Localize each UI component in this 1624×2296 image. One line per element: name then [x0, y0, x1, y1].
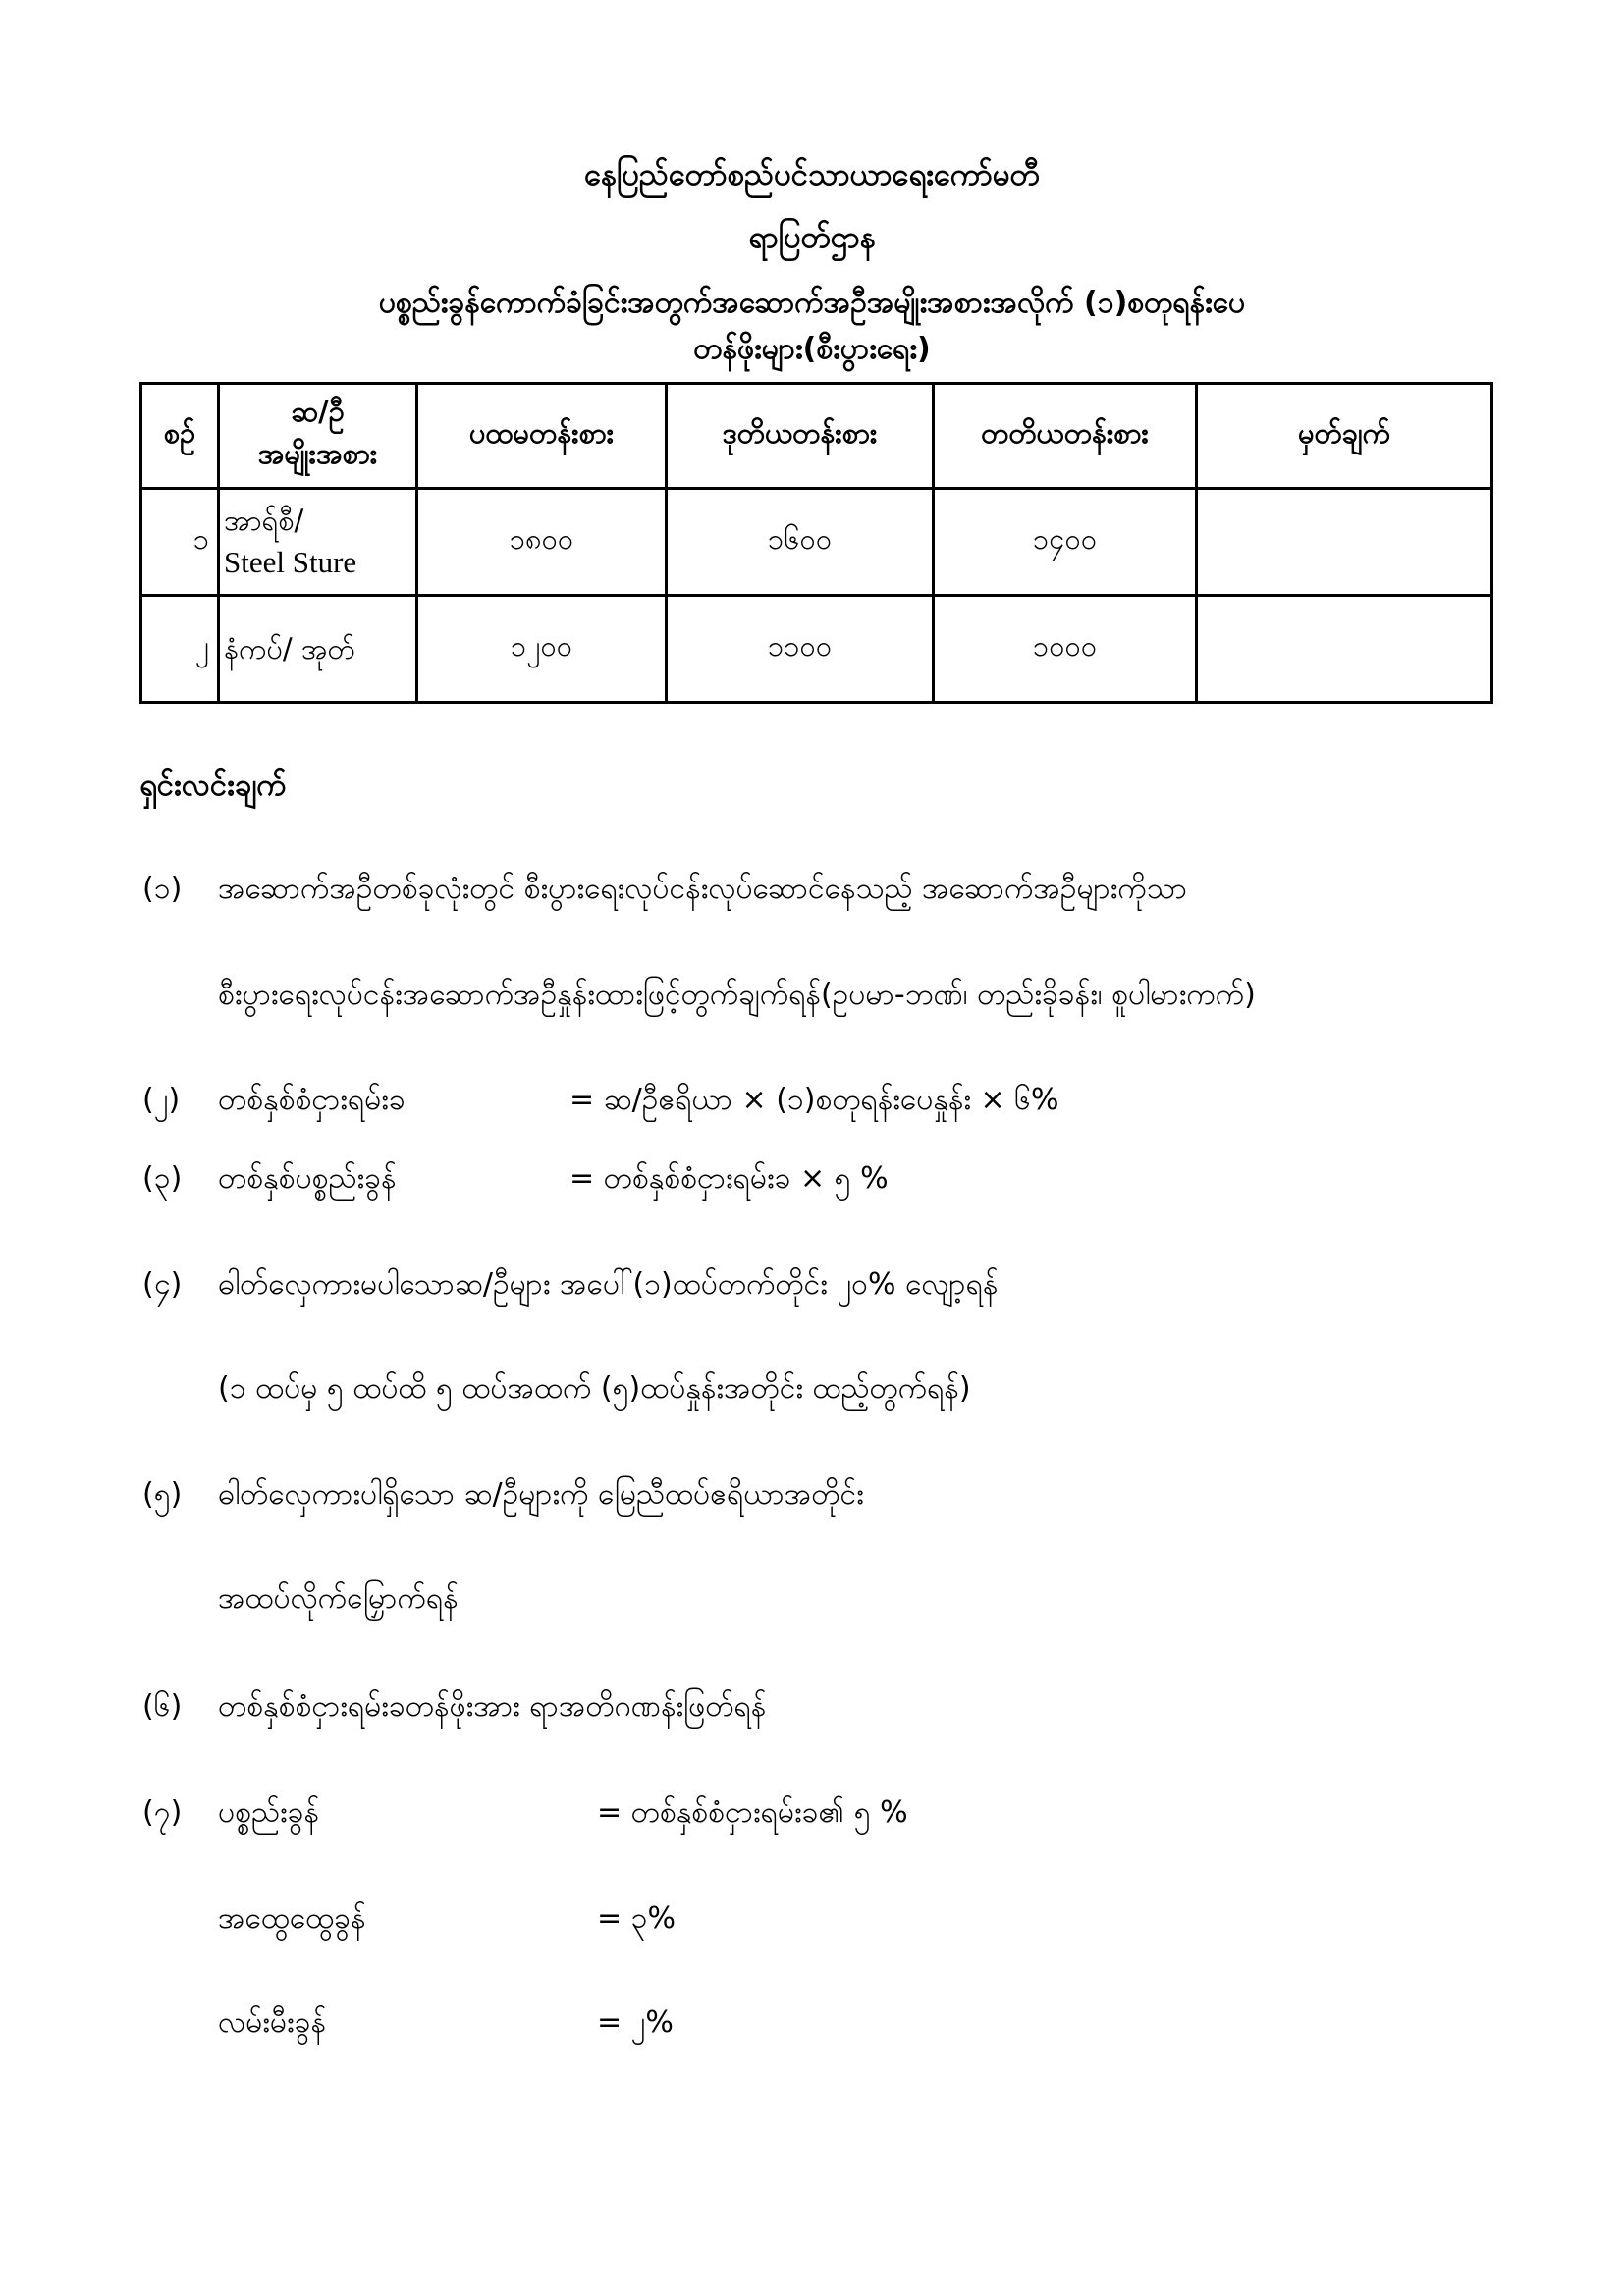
page-title: နေပြည်တော်စည်ပင်သာယာရေးကော်မတီ: [584, 157, 1040, 192]
header-first-class: ပထမတန်းစား: [417, 384, 667, 489]
note-text: ဓါတ်လှေကားပါရှိသော ဆ/ဦများကို မြေညီထပ်ဧရိယာအတိုင်း: [218, 1477, 864, 1512]
department-title: ရာပြတ်ဌာန: [748, 220, 876, 255]
header-second-class: ဒုတိယတန်းစား: [667, 384, 934, 489]
row-remark: [1197, 489, 1492, 596]
note-number: (၇): [142, 1795, 183, 1830]
row-building-type-line1: နံကပ်/ အုတ်: [224, 631, 355, 666]
row-no: ၂: [141, 596, 219, 703]
row-remark: [1197, 596, 1492, 703]
row-first-class-rate: ၁၂၀၀: [417, 596, 667, 703]
row-second-class-rate: ၁၆၀၀: [667, 489, 934, 596]
table-header-row: [141, 384, 1492, 489]
subtitle-line-1: ပစ္စည်းခွန်ကောက်ခံခြင်းအတွက်အဆောက်အဦအမျိုးအစားအလိုက် (၁)စတုရန်းပေ: [378, 286, 1246, 320]
row-third-class-rate: ၁၄၀၀: [934, 489, 1197, 596]
general-tax-label: အထွေထွေခွန်: [218, 1901, 366, 1936]
note-4-continuation: (၁ ထပ်မှ ၅ ထပ်ထိ ၅ ထပ်အထက် (၅)ထပ်နှုန်းအတိုင်း ထည့်တွက်ရန်): [218, 1371, 971, 1406]
note-number: (၂): [142, 1083, 181, 1117]
note-number: (၆): [142, 1689, 183, 1724]
table-row: [141, 489, 1492, 596]
row-no: ၁: [141, 489, 219, 596]
property-tax-value: = တစ်နှစ်စံငှားရမ်းခ၏ ၅ %: [597, 1795, 908, 1830]
table-row: [141, 596, 1492, 703]
note-formula: = တစ်နှစ်စံငှားရမ်းခ × ၅ %: [569, 1161, 889, 1196]
header-remark: မှတ်ချက်: [1197, 384, 1492, 489]
note-text: ဓါတ်လှေကားမပါသောဆ/ဦများ အပေါ်(၁)ထပ်တက်တိုင်း ၂၀% လျော့ရန်: [218, 1267, 999, 1302]
row-first-class-rate: ၁၈၀၀: [417, 489, 667, 596]
row-building-type: [219, 489, 417, 596]
row-building-type-line2: Steel Sture: [224, 544, 357, 579]
note-5-continuation: အထပ်လိုက်မြှောက်ရန်: [218, 1581, 459, 1616]
note-number: (၃): [142, 1161, 183, 1196]
note-number: (၅): [142, 1477, 183, 1512]
header-building-type: [219, 384, 417, 489]
subtitle-line-2: တန်ဖိုးများ(စီးပွားရေး): [693, 332, 931, 366]
property-tax-label: ပစ္စည်းခွန်: [218, 1795, 320, 1830]
note-number: (၁): [142, 872, 183, 906]
row-building-type: [219, 596, 417, 703]
row-third-class-rate: ၁၀၀၀: [934, 596, 1197, 703]
notes-heading: ရှင်းလင်းချက်: [139, 768, 287, 803]
note-number: (၄): [142, 1267, 183, 1302]
note-formula: = ဆ/ဦဧရိယာ × (၁)စတုရန်းပေနှုန်း × ၆%: [569, 1083, 1059, 1117]
header-building-type-line1: ဆ/ဦ: [291, 395, 345, 428]
note-label: တစ်နှစ်စံငှားရမ်းခ: [218, 1083, 406, 1117]
note-label: တစ်နှစ်ပစ္စည်းခွန်: [218, 1161, 397, 1196]
header-building-type-line2: အမျိုးအစား: [257, 437, 378, 470]
row-building-type-line1: အာရ်စီ/: [224, 503, 304, 537]
note-1-continuation: စီးပွားရေးလုပ်ငန်းအဆောက်အဦနှုန်းထားဖြင့်တွက်ချက်ရန်(ဥပမာ-ဘဏ်၊ တည်းခိုခန်း၊ စူပါမားကက်): [218, 978, 1256, 1012]
note-text: တစ်နှစ်စံငှားရမ်းခတန်ဖိုးအား ရာအတိဂဏန်းဖြတ်ရန်: [218, 1689, 767, 1724]
header-no: စဉ်: [141, 384, 219, 489]
street-light-tax-label: လမ်းမီးခွန်: [218, 2005, 327, 2040]
header-third-class: တတိယတန်းစား: [934, 384, 1197, 489]
rate-table: [139, 382, 1493, 704]
street-light-tax-value: = ၂%: [597, 2005, 674, 2040]
note-text: အဆောက်အဦတစ်ခုလုံးတွင် စီးပွားရေးလုပ်ငန်းလုပ်ဆောင်နေသည့် အဆောက်အဦများကိုသာ: [218, 872, 1188, 906]
general-tax-value: = ၃%: [597, 1901, 677, 1936]
row-second-class-rate: ၁၁၀၀: [667, 596, 934, 703]
